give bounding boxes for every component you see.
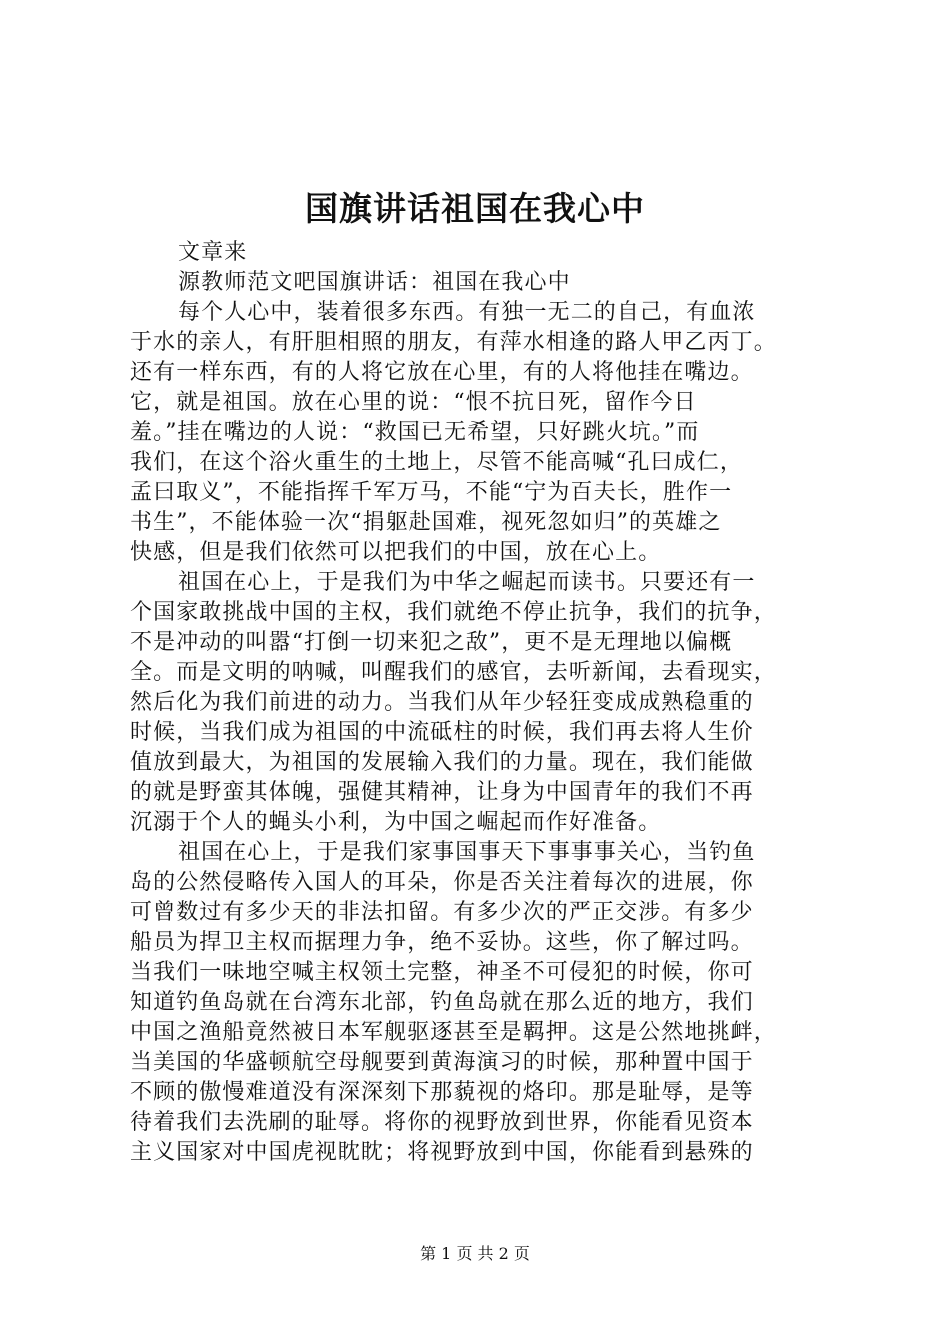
text-line: 快感，但是我们依然可以把我们的中国，放在心上。 (130, 540, 662, 565)
text-line: 然后化为我们前进的动力。当我们从年少轻狂变成成熟稳重的 (130, 690, 754, 715)
text-line: 羞。”挂在嘴边的人说：“救国已无希望，只好跳火坑。”而 (130, 420, 700, 445)
text-line: 中国之渔船竟然被日本军舰驱逐甚至是羁押。这是公然地挑衅， (130, 1020, 777, 1045)
text-line: 孟曰取义”，不能指挥千军万马，不能“宁为百夫长，胜作一 (130, 480, 733, 505)
text-line: 全。而是文明的呐喊，叫醒我们的感官，去听新闻，去看现实， (130, 660, 777, 685)
text-line: 我们，在这个浴火重生的土地上，尽管不能高喊“孔曰成仁， (130, 450, 743, 475)
text-line: 不顾的傲慢难道没有深深刻下那藐视的烙印。那是耻辱，是等 (130, 1080, 754, 1105)
text-line: 书生”，不能体验一次“捐躯赴国难，视死忽如归”的英雄之 (130, 510, 722, 535)
text-line: 祖国在心上，于是我们家事国事天下事事事关心，当钓鱼 (178, 840, 756, 865)
text-line: 的就是野蛮其体魄，强健其精神，让身为中国青年的我们不再 (130, 780, 754, 805)
text-line: 它，就是祖国。放在心里的说：“恨不抗日死，留作今日 (130, 390, 697, 415)
text-line: 还有一样东西，有的人将它放在心里，有的人将他挂在嘴边。 (130, 360, 754, 385)
text-line: 当我们一味地空喊主权领土完整，神圣不可侵犯的时候，你可 (130, 960, 754, 985)
document-title: 国旗讲话祖国在我心中 (305, 189, 645, 228)
page-footer: 第 1 页 共 2 页 (420, 1244, 530, 1263)
text-line: 待着我们去洗刷的耻辱。将你的视野放到世界，你能看见资本 (130, 1110, 754, 1135)
text-line: 岛的公然侵略传入国人的耳朵，你是否关注着每次的进展，你 (130, 870, 754, 895)
text-line: 源教师范文吧国旗讲话：祖国在我心中 (178, 270, 571, 295)
text-line: 不是冲动的叫嚣“打倒一切来犯之敌”，更不是无理地以偏概 (130, 630, 733, 655)
text-line: 可曾数过有多少天的非法扣留。有多少次的严正交涉。有多少 (130, 900, 754, 925)
text-line: 船员为捍卫主权而据理力争，绝不妥协。这些，你了解过吗。 (130, 930, 754, 955)
text-line: 知道钓鱼岛就在台湾东北部，钓鱼岛就在那么近的地方，我们 (130, 990, 754, 1015)
text-line: 个国家敢挑战中国的主权，我们就绝不停止抗争，我们的抗争， (130, 600, 777, 625)
text-line: 祖国在心上，于是我们为中华之崛起而读书。只要还有一 (178, 570, 756, 595)
text-line: 时候，当我们成为祖国的中流砥柱的时候，我们再去将人生价 (130, 720, 754, 745)
text-line: 主义国家对中国虎视眈眈；将视野放到中国，你能看到悬殊的 (130, 1140, 754, 1165)
text-line: 当美国的华盛顿航空母舰要到黄海演习的时候，那种置中国于 (130, 1050, 754, 1075)
document-body (130, 238, 830, 1168)
text-line: 值放到最大，为祖国的发展输入我们的力量。现在，我们能做 (130, 750, 754, 775)
text-line: 每个人心中，装着很多东西。有独一无二的自己，有血浓 (178, 300, 756, 325)
text-line: 沉溺于个人的蝇头小利，为中国之崛起而作好准备。 (130, 810, 662, 835)
text-line: 于水的亲人，有肝胆相照的朋友，有萍水相逢的路人甲乙丙丁。 (130, 330, 777, 355)
text-line: 文章来 (178, 240, 248, 265)
